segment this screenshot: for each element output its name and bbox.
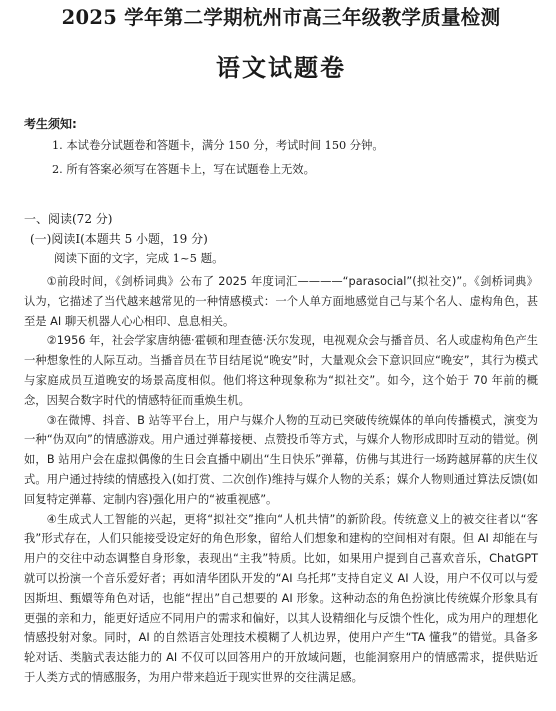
- exam-title: 2025 学年第二学期杭州市高三年级教学质量检测: [61, 6, 501, 29]
- notice-heading: 考生须知:: [24, 117, 77, 131]
- paragraph-2: ②1956 年，社会学家唐纳德·霍顿和理查德·沃尔发现，电视观众会与播音员、名人或虚构角色产生一种想象性的人际互动。当播音员在节目结尾说“晚安”时，大量观众会下意识回应“晚安”，其行为模式与家庭成员互道晚安的场景高度相似。他们将这种现象称为“拟社交”。如今，这个始于 70 年前的概念，因契合数字时代的情感特征而重焕生机。: [24, 334, 538, 407]
- notice-item-1: 1. 本试卷分试题卷和答题卡，满分 150 分，考试时间 150 分钟。: [52, 139, 384, 152]
- paper-title: 语文试题卷: [216, 54, 346, 82]
- section-subtitle: (一)阅读Ⅰ(本题共 5 小题，19 分): [30, 232, 208, 246]
- paragraph-1: ①前段时间，《剑桥词典》公布了 2025 年度词汇————“parasocial”(拟社交)”。《剑桥词典》认为，它描述了当代越来越常见的一种情感模式：一个人单方面地感觉自己与某个名人、虚构角色，甚至是 AI 聊天机器人心心相印、息息相关。: [24, 275, 538, 328]
- notice-item-2: 2. 所有答案必须写在答题卡上，写在试题卷上无效。: [52, 163, 315, 176]
- section-title: 一、阅读(72 分): [24, 212, 113, 226]
- reading-instruction: 阅读下面的文字，完成 1~5 题。: [54, 251, 224, 265]
- paragraph-4: ④生成式人工智能的兴起，更将“拟社交”推向“人机共情”的新阶段。传统意义上的被交往者以“客我”形式存在，人们只能接受设定好的角色形象，留给人们想象和建构的空间相对有限。但 AI 却能在与用户的交往中动态调整自身形象，表现出“主我”特质。比如，如果用户提到自己喜欢音乐，ChatGPT 就可以扮演一个音乐爱好者；再如清华团队开发的“AI 乌托邦”支持自定义 AI 人设，用户不仅可以与爱因斯坦、甄嬛等角色对话，也能“捏出”自己想要的 AI 形象。这种动态的角色扮演比传统媒介形象具有更强的亲和力，能更好适应不同用户的需求和偏好，以其人设精细化与反馈个性化，成为用户的理想化情感投射对象。同时，AI 的自然语言处理技术模糊了人机边界，使用户产生“TA 懂我”的错觉。具备多轮对话、类脑式表达能力的 AI 不仅可以回答用户的开放域问题，也能洞察用户的情感需求，提供贴近于人类方式的情感服务，为用户带来趋近于现实世界的交往满足感。: [24, 512, 538, 684]
- reading-passage: [24, 272, 538, 688]
- paragraph-3: ③在微博、抖音、B 站等平台上，用户与媒介人物的互动已突破传统媒体的单向传播模式，演变为一种“伪双向”的情感游戏。用户通过弹幕接梗、点赞投币等方式，与媒介人物形成即时互动的错觉。例如，B 站用户会在虚拟偶像的生日会直播中刷出“生日快乐”弹幕，仿佛与其进行一场跨越屏幕的庆生仪式。用户通过持续的情感投入(如打赏、二次创作)维持与媒介人物的关系；媒介人物则通过算法反馈(如回复特定弹幕、定制内容)强化用户的“被重视感”。: [24, 413, 538, 506]
